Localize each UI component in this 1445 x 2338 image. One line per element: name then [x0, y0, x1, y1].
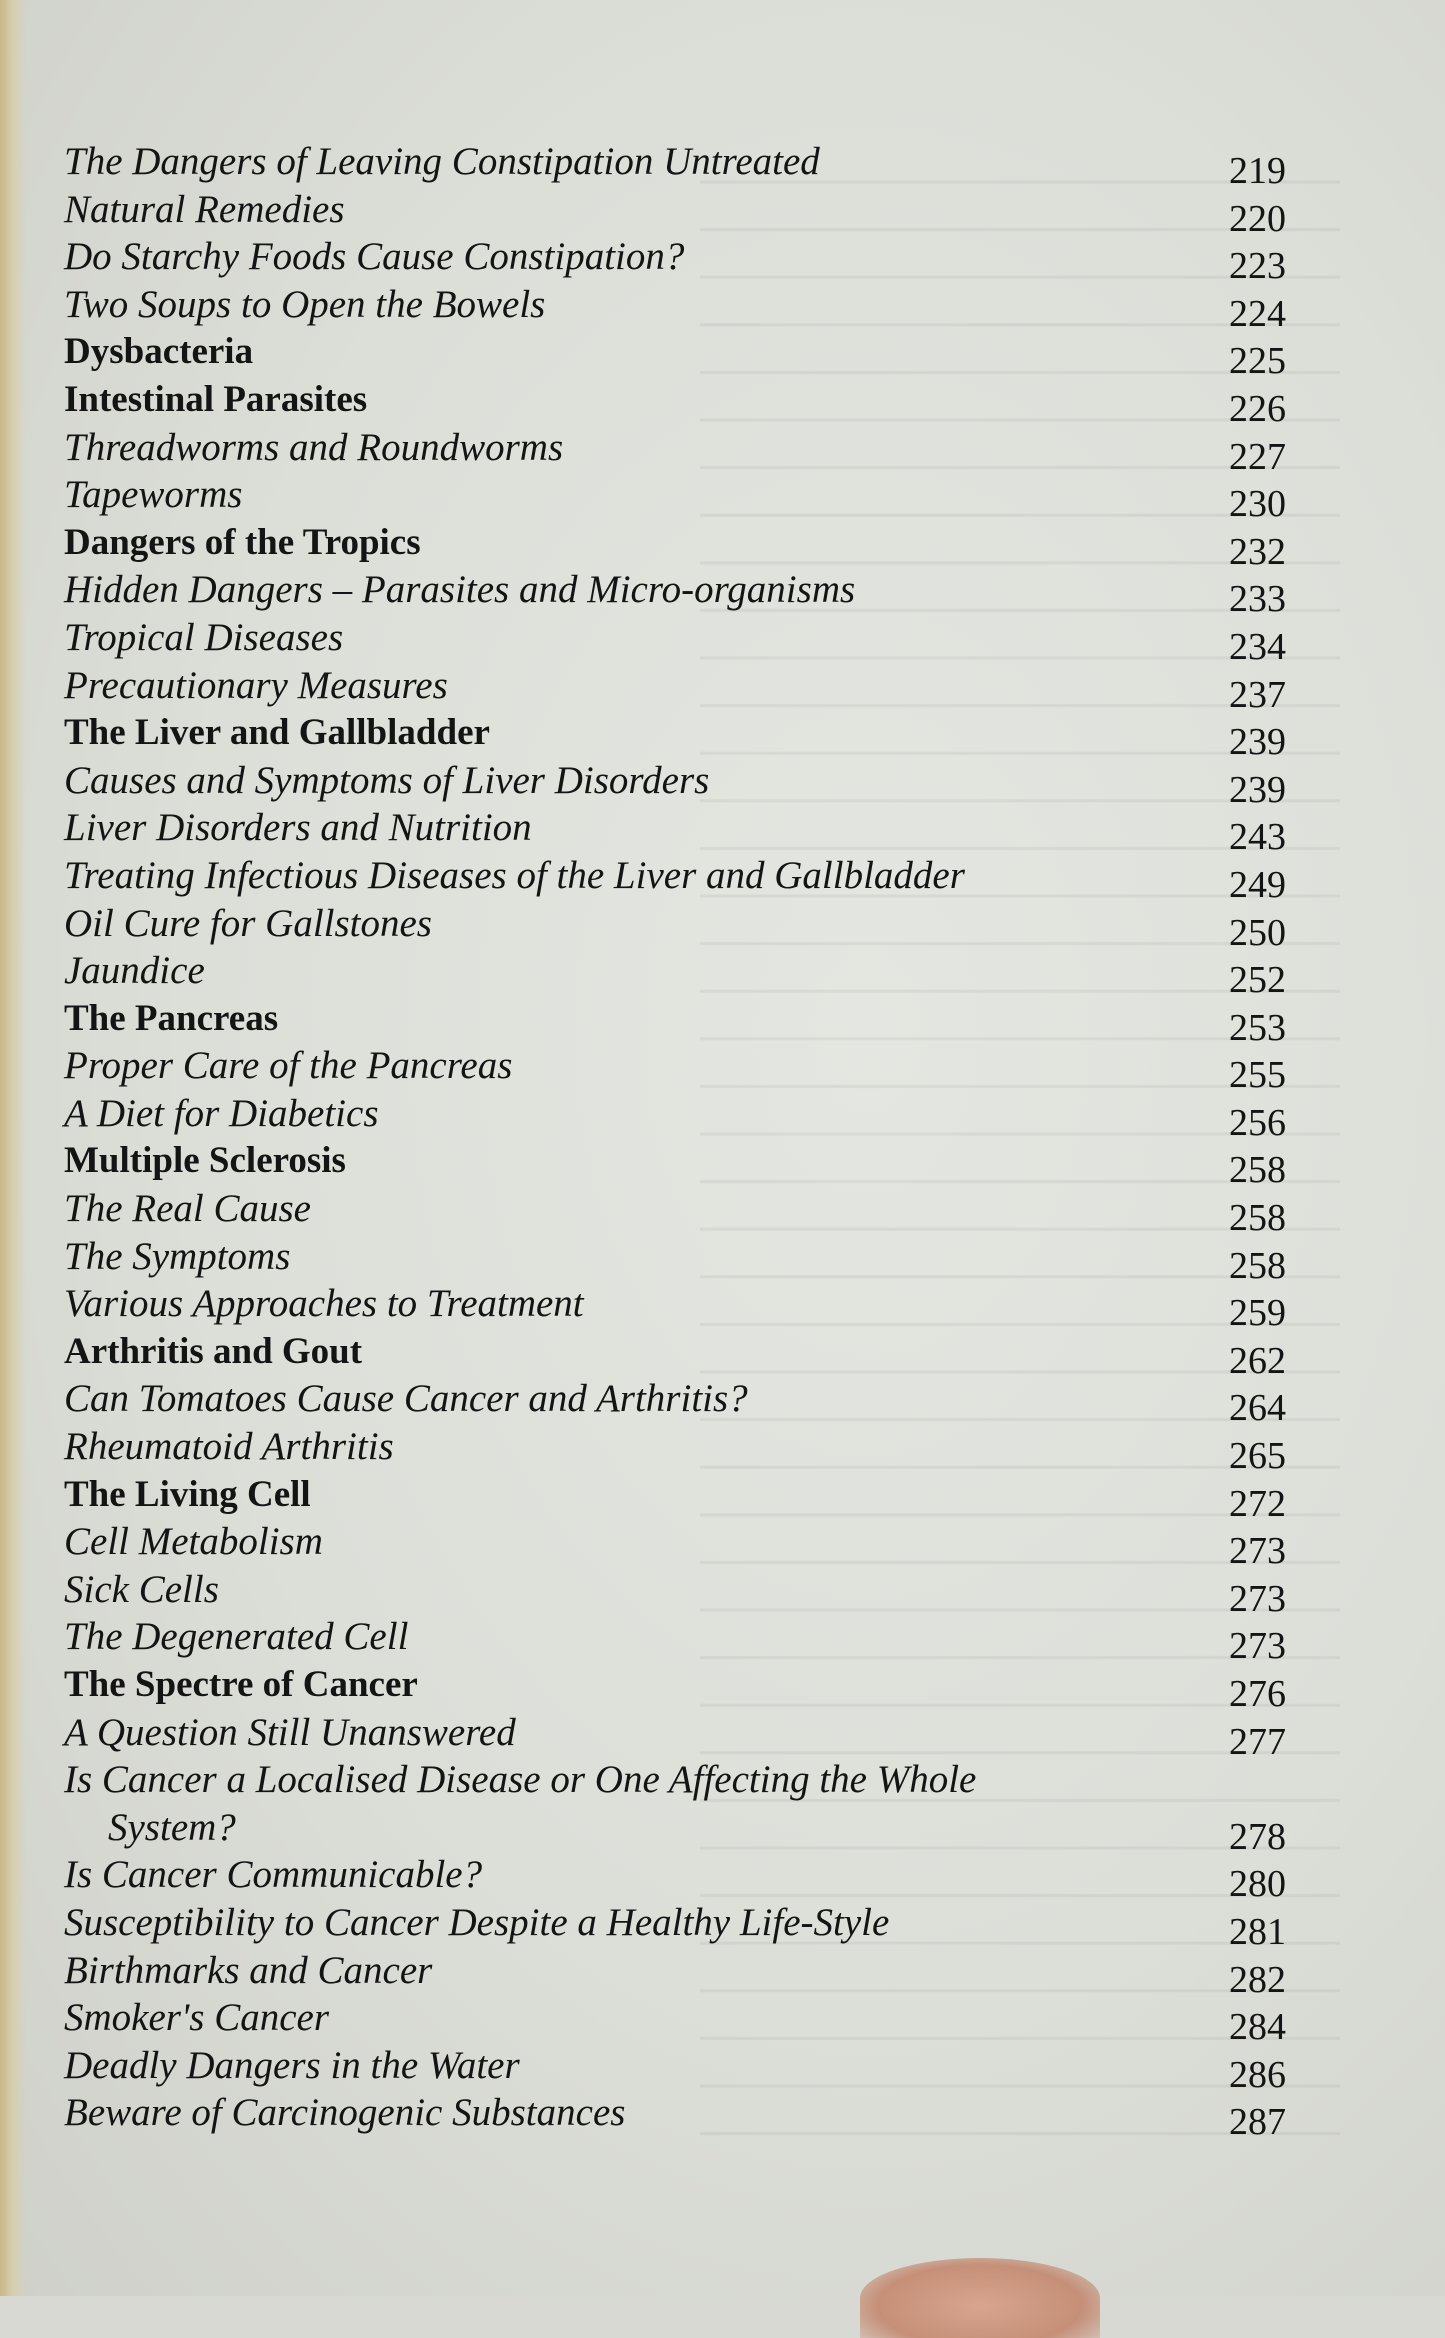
toc-page-number: 239 — [1229, 721, 1286, 764]
toc-chapter-entry — [64, 1471, 1286, 1525]
toc-entry-title — [64, 614, 343, 662]
toc-page-number: 253 — [1229, 1006, 1286, 1049]
toc-page-number: 264 — [1229, 1387, 1286, 1430]
toc-section-entry — [64, 2089, 1286, 2144]
toc-chapter-entry — [64, 1328, 1286, 1382]
toc-entry-title — [64, 376, 367, 424]
toc-page-number: 280 — [1229, 1863, 1286, 1906]
toc-section-entry — [64, 1566, 1286, 1620]
toc-section-entry — [64, 1994, 1286, 2049]
toc-entry-title-text: Susceptibility to Cancer Despite a Healthy Life-Style — [64, 1900, 890, 1944]
toc-entry-title — [64, 2089, 625, 2137]
toc-page-number: 258 — [1229, 1197, 1286, 1240]
toc-entry-title — [64, 1423, 394, 1471]
toc-page-number: 232 — [1229, 530, 1286, 573]
toc-page-number: 258 — [1229, 1244, 1286, 1287]
toc-entry-title-text: Dangers of the Tropics — [64, 521, 421, 563]
toc-page-number: 243 — [1229, 816, 1286, 859]
toc-section-entry — [64, 471, 1286, 526]
toc-entry-title — [64, 1233, 290, 1281]
toc-entry-title — [64, 995, 278, 1043]
toc-page-number: 237 — [1229, 673, 1286, 716]
toc-section-entry — [64, 804, 1286, 859]
toc-entry-title-text: The Dangers of Leaving Constipation Untreated — [64, 140, 820, 183]
toc-entry-title — [64, 1471, 311, 1519]
toc-page-number: 276 — [1229, 1673, 1286, 1715]
toc-entry-title — [64, 947, 205, 995]
toc-entry-title-text: Is Cancer Communicable? — [64, 1853, 483, 1897]
toc-page-number: 284 — [1229, 2006, 1286, 2049]
toc-page-number: 259 — [1229, 1292, 1286, 1335]
toc-section-entry — [64, 1613, 1286, 1668]
toc-entry-title-text: The Real Cause — [64, 1187, 311, 1231]
toc-section-entry — [64, 852, 1286, 906]
toc-entry-title — [64, 1375, 748, 1423]
toc-page-number: 233 — [1229, 578, 1286, 621]
toc-entry-title — [64, 566, 855, 614]
toc-entry-title-text: Smoker's Cancer — [64, 1996, 330, 2040]
toc-entry-title-text: Two Soups to Open the Bowels — [64, 282, 546, 326]
toc-section-entry — [64, 281, 1286, 335]
toc-entry-title-text: A Diet for Diabetics — [64, 1091, 379, 1135]
toc-entry-title-text: Hidden Dangers – Parasites and Micro-organisms — [64, 568, 856, 612]
toc-section-entry — [64, 1375, 1286, 1430]
toc-page-number: 277 — [1229, 1720, 1286, 1763]
toc-entry-title-text: Oil Cure for Gallstones — [64, 901, 432, 945]
toc-entry-title — [64, 1518, 323, 1566]
toc-page-number: 262 — [1229, 1339, 1286, 1382]
toc-entry-title — [64, 1613, 408, 1661]
toc-entry-title — [64, 424, 563, 472]
toc-entry-title-text: Jaundice — [64, 949, 205, 993]
toc-entry-title-text: Deadly Dangers in the Water — [64, 2043, 520, 2087]
toc-entry-title — [64, 1042, 512, 1090]
toc-chapter-entry — [64, 519, 1286, 573]
toc-entry-title-text: Tapeworms — [64, 473, 243, 517]
toc-entry-title-text: Liver Disorders and Nutrition — [64, 806, 532, 850]
page-binding-edge — [0, 0, 26, 2296]
toc-chapter-entry — [64, 328, 1286, 383]
toc-section-entry — [64, 1518, 1286, 1573]
toc-section-entry — [64, 233, 1286, 288]
toc-page-number: 223 — [1229, 245, 1286, 288]
toc-page-number: 281 — [1229, 1910, 1286, 1953]
toc-page-number: 250 — [1229, 911, 1286, 954]
toc-page-number: 230 — [1229, 483, 1286, 526]
toc-section-entry — [64, 757, 1286, 811]
toc-chapter-entry — [64, 1661, 1286, 1715]
toc-entry-title-text: The Living Cell — [64, 1473, 311, 1515]
toc-entry-title-text: The Spectre of Cancer — [64, 1664, 418, 1705]
toc-section-entry — [64, 1185, 1286, 1240]
toc-page-number: 265 — [1229, 1435, 1286, 1478]
table-of-contents — [64, 138, 1286, 2144]
toc-entry-title — [64, 757, 709, 805]
toc-entry-title-text: Cell Metabolism — [64, 1520, 323, 1564]
toc-entry-title — [64, 852, 965, 900]
toc-page-number: 224 — [1229, 292, 1286, 335]
toc-entry-title-text: Beware of Carcinogenic Substances — [64, 2091, 626, 2135]
toc-page-number: 249 — [1229, 863, 1286, 906]
toc-section-entry — [64, 138, 1286, 192]
toc-page-number: 256 — [1229, 1101, 1286, 1144]
toc-section-entry — [64, 1090, 1286, 1144]
toc-page-number: 234 — [1229, 625, 1286, 668]
toc-entry-title-text: Causes and Symptoms of Liver Disorders — [64, 758, 710, 802]
toc-entry-title-text: Various Approaches to Treatment — [64, 1282, 584, 1326]
toc-page-number: 273 — [1229, 1530, 1286, 1573]
toc-section-entry — [64, 1851, 1286, 1906]
toc-entry-title-text: Arthritis and Gout — [64, 1330, 363, 1372]
toc-entry-title — [64, 662, 448, 710]
toc-page-number: 272 — [1229, 1482, 1286, 1525]
toc-page-number: 273 — [1229, 1625, 1286, 1668]
toc-entry-title-text: Rheumatoid Arthritis — [64, 1425, 394, 1469]
toc-page-number: 273 — [1229, 1577, 1286, 1620]
toc-page-number: 239 — [1229, 768, 1286, 811]
toc-section-entry — [64, 1899, 1286, 1953]
toc-page-number: 255 — [1229, 1054, 1286, 1097]
toc-entry-title — [64, 804, 532, 852]
toc-section-entry — [64, 186, 1286, 240]
toc-entry-title-text: Do Starchy Foods Cause Constipation? — [64, 235, 685, 279]
toc-entry-title-text: Can Tomatoes Cause Cancer and Arthritis? — [64, 1377, 748, 1421]
toc-entry-title — [64, 900, 432, 948]
toc-entry-title-text: Birthmarks and Cancer — [64, 1948, 433, 1992]
toc-entry-title-text: The Pancreas — [64, 997, 279, 1039]
toc-entry-title-text: Intestinal Parasites — [64, 378, 368, 420]
toc-page-number: 219 — [1229, 150, 1286, 192]
toc-entry-title — [64, 138, 820, 186]
toc-entry-title — [64, 186, 345, 234]
toc-entry-title-text: Precautionary Measures — [64, 663, 448, 707]
toc-section-entry — [64, 1280, 1286, 1335]
toc-entry-title-text: The Liver and Gallbladder — [64, 712, 490, 754]
toc-page-number: 282 — [1229, 1958, 1286, 2001]
toc-entry-title-text: Tropical Diseases — [64, 615, 344, 659]
toc-entry-title — [64, 1947, 432, 1995]
toc-entry-title-text: Multiple Sclerosis — [64, 1140, 346, 1182]
toc-section-entry — [64, 566, 1286, 621]
toc-entry-title — [64, 1756, 1184, 1851]
toc-entry-title — [64, 1090, 379, 1138]
toc-chapter-entry — [64, 1137, 1286, 1192]
toc-section-entry — [64, 1233, 1286, 1287]
toc-entry-title — [64, 1709, 516, 1757]
toc-section-entry — [64, 1042, 1286, 1097]
toc-section-entry — [64, 947, 1286, 1002]
toc-page-number: 227 — [1229, 435, 1286, 478]
toc-entry-title — [64, 471, 242, 519]
toc-entry-title-text: Treating Infectious Diseases of the Liver and Gallbladder — [64, 853, 965, 897]
toc-entry-title-text: The Degenerated Cell — [64, 1615, 409, 1659]
toc-entry-title — [64, 281, 545, 329]
toc-entry-title-text: Natural Remedies — [64, 187, 345, 231]
toc-page-number: 220 — [1229, 197, 1286, 240]
toc-chapter-entry — [64, 376, 1286, 430]
toc-entry-title — [64, 1566, 219, 1614]
toc-entry-title-text: Threadworms and Roundworms — [64, 425, 564, 469]
toc-entry-title — [64, 2042, 520, 2090]
toc-page-number: 226 — [1229, 387, 1286, 430]
toc-section-entry — [64, 1947, 1286, 2001]
toc-entry-title — [64, 328, 253, 376]
toc-page-number: 278 — [1229, 1815, 1286, 1858]
toc-entry-title — [64, 1185, 311, 1233]
toc-section-entry — [64, 1756, 1286, 1858]
toc-entry-title — [64, 1328, 362, 1376]
toc-entry-title-text: Proper Care of the Pancreas — [64, 1044, 513, 1088]
toc-page-number: 225 — [1229, 340, 1286, 383]
toc-entry-title-text: A Question Still Unanswered — [64, 1710, 516, 1754]
toc-page-number: 287 — [1229, 2101, 1286, 2144]
toc-entry-title — [64, 1899, 889, 1947]
toc-entry-title — [64, 233, 684, 281]
toc-section-entry — [64, 424, 1286, 478]
toc-entry-title-text: Dysbacteria — [64, 331, 254, 373]
toc-entry-title-text: Is Cancer a Localised Disease or One Affecting the Whole — [64, 1758, 977, 1802]
toc-page-number: 258 — [1229, 1149, 1286, 1192]
toc-entry-title-text: Sick Cells — [64, 1567, 219, 1611]
toc-entry-title — [64, 709, 490, 757]
toc-entry-title — [64, 1661, 418, 1709]
toc-section-entry — [64, 2042, 1286, 2096]
thumb-shadow — [860, 2258, 1100, 2338]
toc-page-number: 252 — [1229, 959, 1286, 1002]
toc-section-entry — [64, 1423, 1286, 1478]
toc-page-number: 286 — [1229, 2053, 1286, 2096]
toc-chapter-entry — [64, 709, 1286, 764]
toc-entry-title — [64, 519, 421, 567]
toc-entry-title — [64, 1994, 329, 2042]
toc-section-entry — [64, 900, 1286, 954]
toc-entry-title — [64, 1851, 482, 1899]
toc-section-entry — [64, 1709, 1286, 1763]
toc-entry-title-continuation: System? — [108, 1805, 236, 1849]
toc-entry-title-text: The Symptoms — [64, 1234, 291, 1278]
toc-entry-title — [64, 1137, 346, 1185]
toc-chapter-entry — [64, 995, 1286, 1049]
toc-section-entry — [64, 662, 1286, 716]
toc-entry-title — [64, 1280, 584, 1328]
toc-section-entry — [64, 614, 1286, 668]
